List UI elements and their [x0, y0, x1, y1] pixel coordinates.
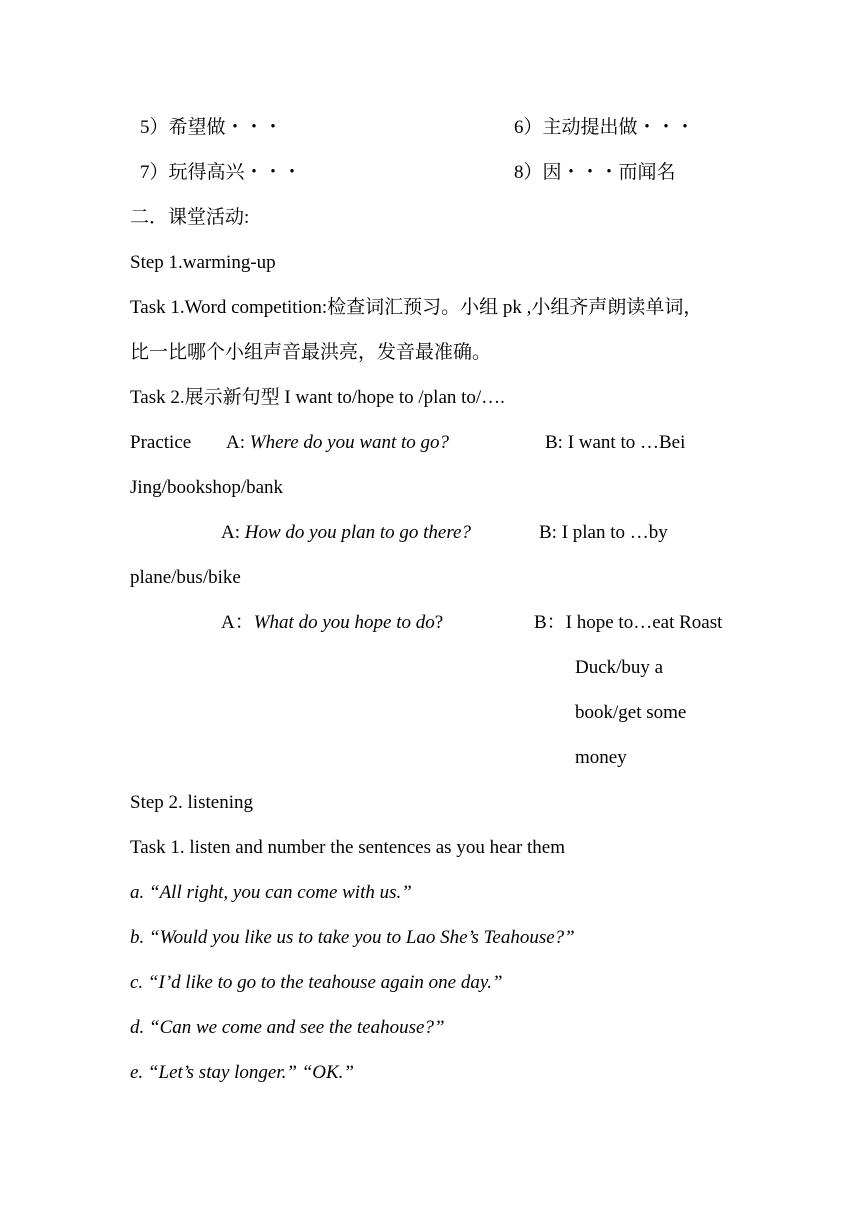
question-text: How do you plan to go there?	[244, 522, 471, 543]
practice-row3-b: B：I hope to…eat Roast	[534, 612, 723, 633]
practice-label: Practice	[130, 432, 192, 453]
step2-title: Step 2. listening	[130, 792, 253, 813]
practice-row3-b-line: money	[575, 747, 627, 768]
step2-task1: Task 1. listen and number the sentences as you hear them	[130, 837, 566, 858]
practice-row3-a	[221, 613, 443, 632]
sentence-text: b. “Would you like us to take you to Lao She’s Teahouse?”	[130, 927, 575, 948]
practice-row3-b-line: Duck/buy a	[575, 657, 664, 678]
question-text: What do you hope to do	[253, 612, 435, 633]
speaker-a-prefix: A:	[226, 432, 250, 453]
section-heading: 二．课堂活动:	[130, 207, 250, 228]
question-text: Where do you want to go?	[249, 432, 450, 453]
vocab-item-5: 5）希望做・・・	[140, 117, 283, 138]
practice-row2-a	[221, 523, 471, 542]
practice-row2-b: B: I plan to …by	[539, 522, 668, 543]
practice-row3-b-line: book/get some	[575, 702, 687, 723]
practice-row1-continuation: Jing/bookshop/bank	[130, 477, 284, 498]
practice-row1-a	[226, 433, 449, 452]
sentence-text: a. “All right, you can come with us.”	[130, 882, 412, 903]
task1-line1: Task 1.Word competition:检查词汇预习。小组 pk ,小组齐声朗读单词，	[130, 297, 703, 318]
listening-sentence	[130, 1018, 445, 1037]
listening-sentence	[130, 883, 412, 902]
vocab-item-8: 8）因・・・而闻名	[514, 162, 676, 183]
speaker-a-prefix: A：	[221, 612, 254, 633]
step1-title: Step 1.warming-up	[130, 252, 276, 273]
task1-line2: 比一比哪个小组声音最洪亮，发音最准确。	[130, 342, 492, 363]
task2: Task 2.展示新句型 I want to/hope to /plan to/….	[130, 387, 505, 408]
sentence-text: e. “Let’s stay longer.” “OK.”	[130, 1062, 355, 1083]
sentence-text: d. “Can we come and see the teahouse?”	[130, 1017, 445, 1038]
practice-row2-continuation: plane/bus/bike	[130, 567, 241, 588]
speaker-a-prefix: A:	[221, 522, 245, 543]
vocab-item-6: 6）主动提出做・・・	[514, 117, 695, 138]
sentence-text: c. “I’d like to go to the teahouse again one day.”	[130, 972, 503, 993]
practice-row1-b: B: I want to …Bei	[545, 432, 686, 453]
listening-sentence	[130, 928, 575, 947]
listening-sentence	[130, 1063, 354, 1082]
vocab-item-7: 7）玩得高兴・・・	[140, 162, 302, 183]
listening-sentence	[130, 973, 503, 992]
question-mark: ?	[434, 612, 444, 633]
